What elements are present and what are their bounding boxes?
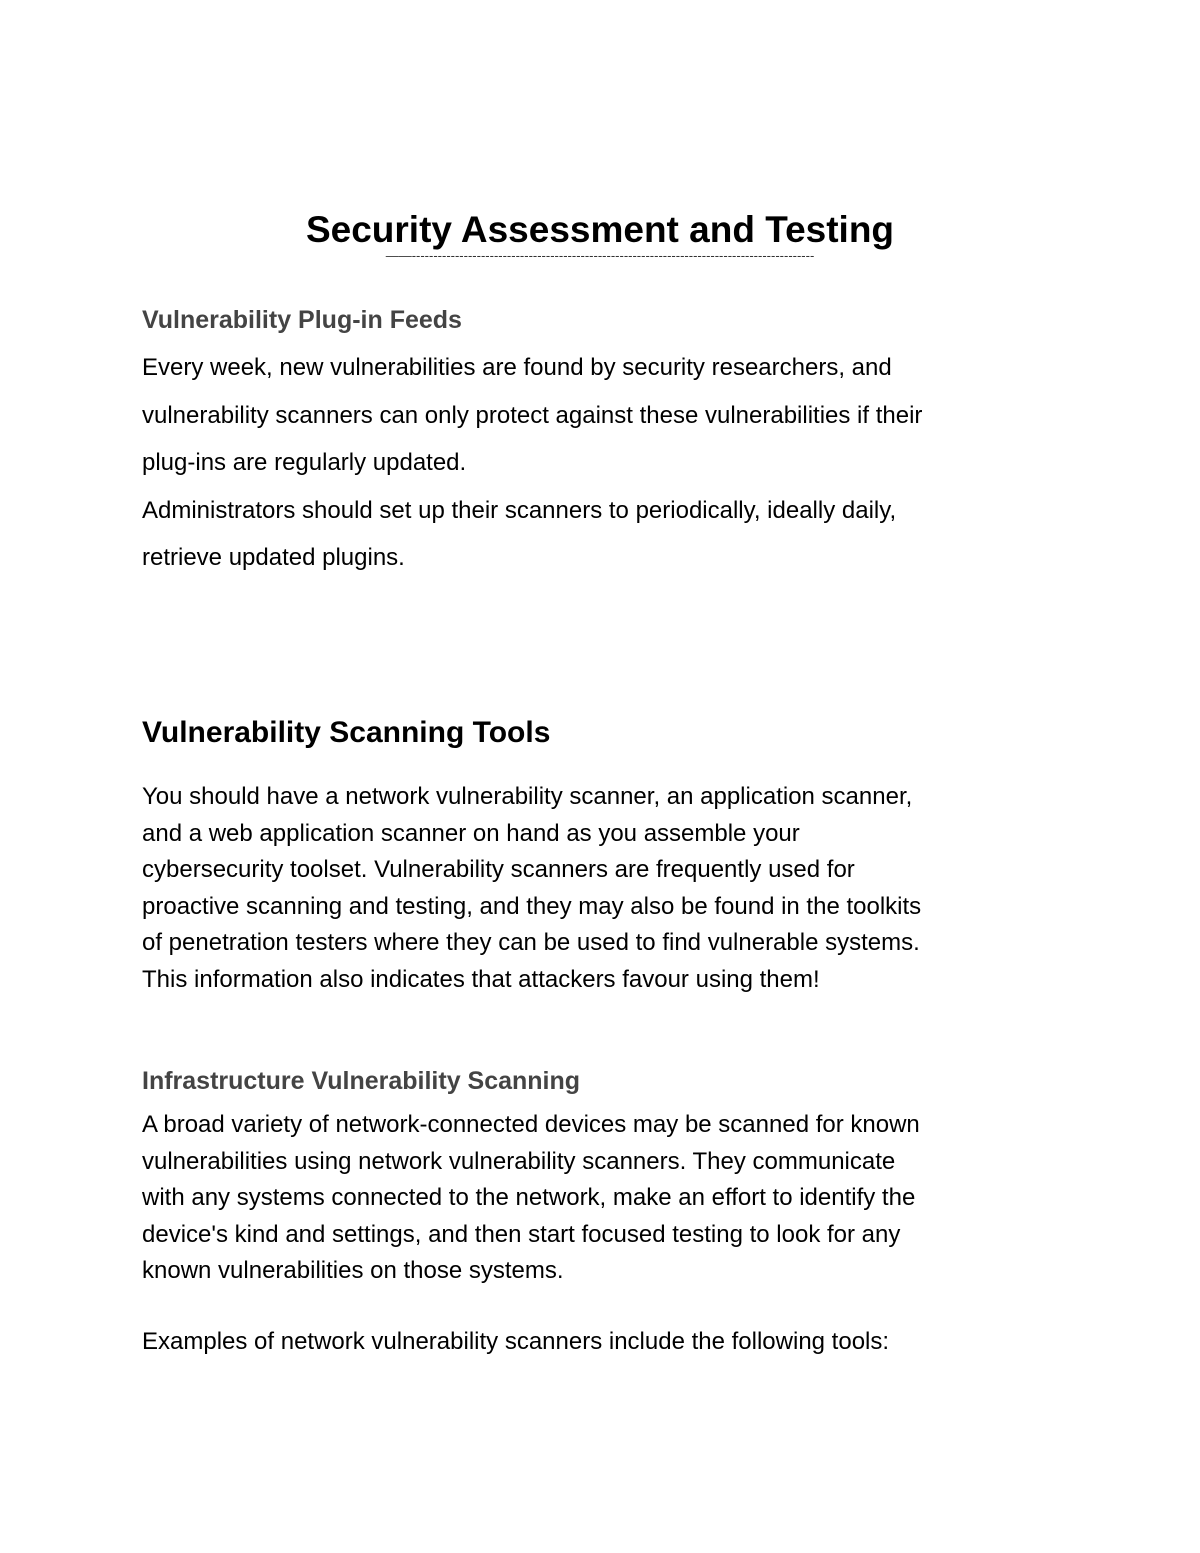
body-line: device's kind and settings, and then start focused testing to look for any (142, 1220, 901, 1248)
section-body (142, 344, 1072, 582)
body-line: proactive scanning and testing, and they may also be found in the toolkits (142, 892, 922, 920)
body-line: and a web application scanner on hand as you assemble your (142, 819, 800, 847)
body-line: This information also indicates that attackers favour using them! (142, 965, 820, 993)
section-scanning-tools (142, 713, 1072, 998)
section-body (142, 1107, 1072, 1290)
body-line: You should have a network vulnerability scanner, an application scanner, (142, 783, 913, 810)
body-line: plug-ins are regularly updated. (142, 449, 467, 476)
closing-line: Examples of network vulnerability scanners include the following tools: (142, 1327, 890, 1355)
document-title: Security Assessment and Testing (305, 208, 895, 250)
body-line: known vulnerabilities on those systems. (142, 1257, 564, 1284)
body-line: retrieve updated plugins. (142, 544, 405, 571)
body-line: cybersecurity toolset. Vulnerability scanners are frequently used for (142, 856, 855, 883)
section-heading: Vulnerability Scanning Tools (142, 716, 551, 749)
body-line: with any systems connected to the network, make an effort to identify the (142, 1184, 916, 1211)
body-line: of penetration testers where they can be used to find vulnerable systems. (142, 929, 920, 956)
body-line: vulnerabilities using network vulnerability scanners. They communicate (142, 1147, 896, 1175)
section-body (142, 779, 1072, 998)
body-line: Every week, new vulnerabilities are found by security researchers, and (142, 354, 892, 381)
section-heading: Infrastructure Vulnerability Scanning (142, 1067, 581, 1095)
body-line: Administrators should set up their scanners to periodically, ideally daily, (142, 496, 897, 524)
section-plugin-feeds (142, 302, 1072, 582)
body-line: vulnerability scanners can only protect against these vulnerabilities if their (142, 401, 923, 429)
body-line: A broad variety of network-connected devices may be scanned for known (142, 1111, 920, 1138)
section-infrastructure-scanning (142, 1063, 1072, 1360)
title-divider: ——--------------------------------------------------------------------------------------------- (385, 248, 815, 263)
section-heading: Vulnerability Plug-in Feeds (142, 306, 462, 334)
